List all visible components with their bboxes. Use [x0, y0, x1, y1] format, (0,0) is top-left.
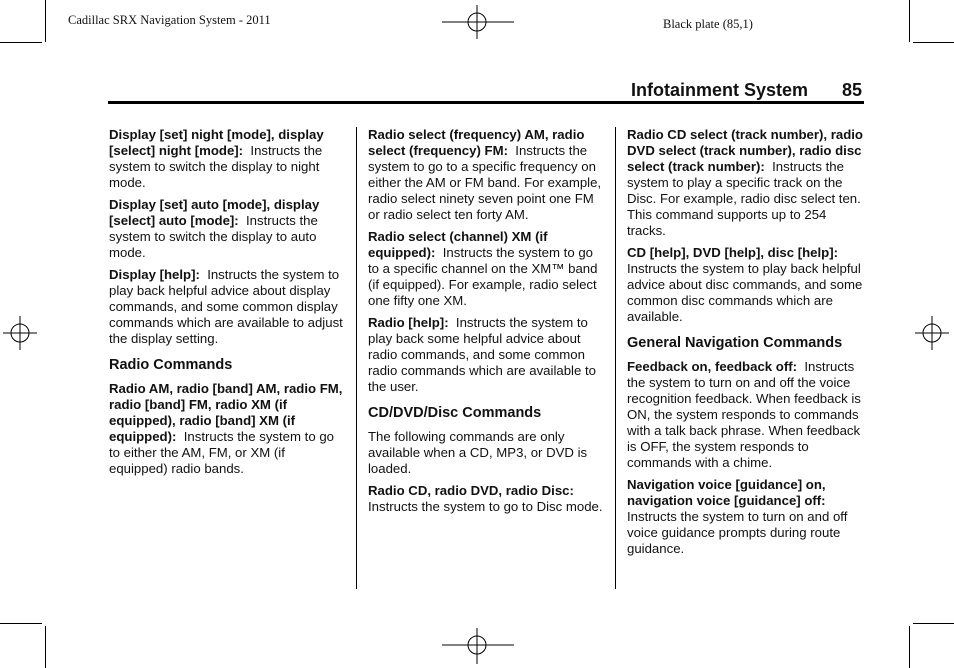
- command-phrase: Display [help]:: [109, 267, 200, 282]
- registration-mark-icon: [442, 628, 514, 664]
- command-entry: [368, 483, 606, 515]
- crop-mark: [913, 42, 954, 43]
- crop-mark: [45, 626, 46, 668]
- command-description: Instructs the system to switch the display to auto mode.: [109, 213, 318, 260]
- column-divider: [356, 127, 357, 589]
- registration-mark-icon: [442, 5, 514, 39]
- command-description: Instructs the system to play back helpful advice about display commands, and some common display commands which are available to adjust the display setting.: [109, 267, 343, 346]
- section-heading: CD/DVD/Disc Commands: [368, 405, 542, 421]
- command-phrase: Navigation voice [guidance] on, navigation voice [guidance] off:: [627, 477, 826, 508]
- command-description: Instructs the system to turn on and off voice guidance prompts during route guidance.: [627, 509, 848, 556]
- document-title: Cadillac SRX Navigation System - 2011: [68, 13, 271, 27]
- command-phrase: Radio CD select (track number), radio DVD select (track number), radio disc select (track number):: [627, 127, 863, 174]
- command-description: Instructs the system to go to Disc mode.: [368, 499, 603, 514]
- command-entry: [109, 127, 347, 191]
- registration-mark-icon: [3, 316, 37, 350]
- command-phrase: Display [set] night [mode], display [select] night [mode]:: [109, 127, 324, 158]
- command-description: Instructs the system to go to a specific channel on the XM™ band (if equipped). For example, radio select one fifty one XM.: [368, 245, 598, 308]
- command-phrase: Display [set] auto [mode], display [select] auto [mode]:: [109, 197, 320, 228]
- command-description: Instructs the system to play back some helpful advice about radio commands, and some common radio commands which are available to the user.: [368, 315, 596, 394]
- command-entry: [627, 359, 865, 471]
- column-2: [368, 127, 606, 521]
- crop-mark: [909, 0, 910, 42]
- section-heading: General Navigation Commands: [627, 335, 843, 351]
- crop-mark: [0, 623, 42, 624]
- page-number: 85: [842, 80, 863, 100]
- command-description: Instructs the system to play a specific track on the Disc. For example, radio disc select ten. This command supports up to 254 tracks.: [627, 159, 861, 238]
- crop-mark: [45, 0, 46, 42]
- command-description: Instructs the system to play back helpful advice about disc commands, and some common disc commands which are available.: [627, 261, 863, 324]
- command-phrase: CD [help], DVD [help], disc [help]:: [627, 245, 838, 260]
- section-heading: Radio Commands: [109, 357, 233, 373]
- crop-mark: [909, 626, 910, 668]
- command-entry: [109, 197, 347, 261]
- command-entry: [627, 127, 865, 239]
- command-description: The following commands are only available when a CD, MP3, or DVD is loaded.: [368, 429, 588, 476]
- command-phrase: Feedback on, feedback off:: [627, 359, 798, 374]
- crop-mark: [0, 42, 42, 43]
- command-phrase: Radio select (frequency) AM, radio select (frequency) FM:: [368, 127, 585, 158]
- crop-mark: [913, 623, 954, 624]
- command-phrase: Radio AM, radio [band] AM, radio FM, radio [band] FM, radio XM (if equipped), radio [band] XM (if equipped):: [109, 381, 343, 444]
- command-description: Instructs the system to go to a specific frequency on either the AM or FM band. For example, radio select ninety seven point one FM or radio select ten forty AM.: [368, 143, 602, 222]
- command-description: Instructs the system to switch the display to night mode.: [109, 143, 323, 190]
- column-divider: [615, 127, 616, 589]
- command-entry: [368, 127, 606, 223]
- command-entry: [627, 477, 865, 557]
- command-entry: [368, 429, 606, 477]
- command-phrase: Radio select (channel) XM (if equipped):: [368, 229, 548, 260]
- command-phrase: Radio CD, radio DVD, radio Disc:: [368, 483, 574, 498]
- command-entry: [368, 315, 606, 395]
- plate-label: Black plate (85,1): [663, 17, 753, 31]
- section-title: Infotainment System: [631, 80, 809, 100]
- command-entry: [368, 229, 606, 309]
- column-1: [109, 127, 347, 483]
- command-entry: [109, 267, 347, 347]
- command-entry: [627, 245, 865, 325]
- column-3: [627, 127, 865, 563]
- registration-mark-icon: [915, 316, 949, 350]
- header-rule: [108, 101, 864, 104]
- command-description: Instructs the system to turn on and off the voice recognition feedback. When feedback is ON, the system responds to commands with a talk back phrase. When feedback is OFF, the system responds to commands with a chime.: [627, 359, 861, 470]
- command-entry: [109, 381, 347, 477]
- command-description: Instructs the system to go to either the AM, FM, or XM (if equipped) radio bands.: [109, 429, 334, 476]
- command-phrase: Radio [help]:: [368, 315, 449, 330]
